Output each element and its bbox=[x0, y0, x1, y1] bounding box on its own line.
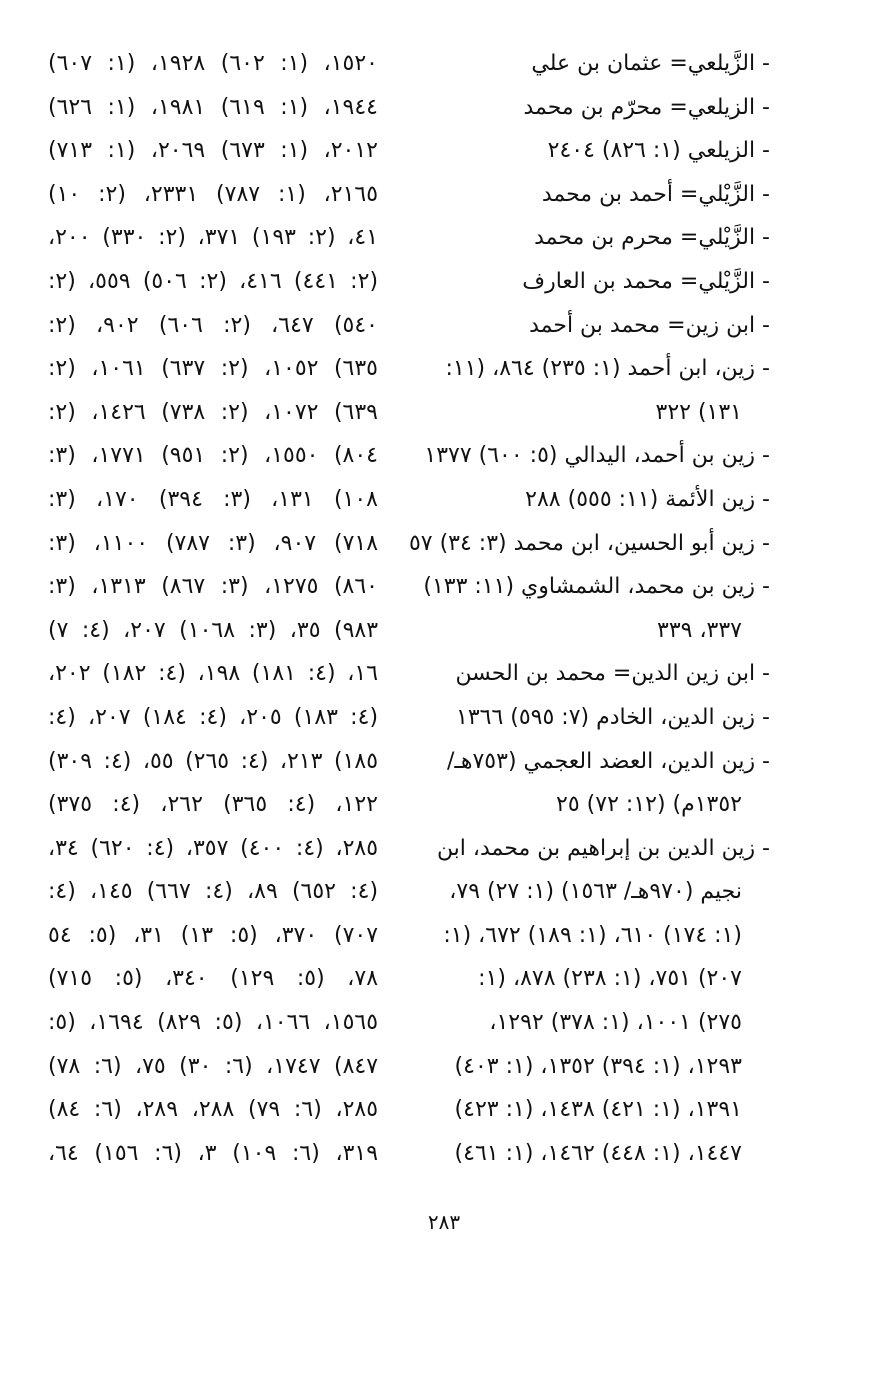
index-entry-line: ٤١، (٢: ١٩٣) ٣٧١، (٢: ٣٣٠) ٢٠٠، bbox=[48, 225, 379, 251]
index-entry-line: ١٨٥) ٢١٣، (٤: ٢٦٥) ٥٥، (٤: ٣٠٩) bbox=[48, 748, 379, 774]
index-entry-line: - زين الدين، العضد العجمي (٧٥٣هـ/ bbox=[447, 748, 770, 774]
index-entry-line: ٧٠٧) ٣٧٠، (٥: ١٣) ٣١، (٥: ٥٤ bbox=[48, 922, 379, 948]
index-entry-line: ٣٣٧، ٣٣٩ bbox=[657, 617, 742, 643]
index-entry-line: ٢٠٧) ٧٥١، (١: ٢٣٨) ٨٧٨، (١: bbox=[478, 966, 742, 992]
index-entry-line: ٣١٩، (٦: ١٠٩) ٣، (٦: ١٥٦) ٦٤، bbox=[48, 1140, 379, 1166]
index-entry-line: - زين بن أحمد، اليدالي (٥: ٦٠٠) ١٣٧٧ bbox=[424, 443, 770, 469]
index-entry-line: (٢: ٤٤١) ٤١٦، (٢: ٥٠٦) ٥٥٩، (٢: bbox=[48, 268, 379, 294]
index-entry-line: ١٥٦٥، ١٠٦٦، (٥: ٨٢٩) ١٦٩٤، (٥: bbox=[48, 1010, 379, 1036]
index-entry-line: - الزَّيْلي= أحمد بن محمد bbox=[541, 181, 770, 207]
index-entry-line: ٦٣٥) ١٠٥٢، (٢: ٦٣٧) ١٠٦١، (٢: bbox=[48, 356, 378, 382]
index-entry-line: ١٦، (٤: ١٨١) ١٩٨، (٤: ١٨٢) ٢٠٢، bbox=[48, 661, 379, 687]
index-entry-line: ٨٦٠) ١٢٧٥، (٣: ٨٦٧) ١٣١٣، (٣: bbox=[48, 574, 378, 600]
index-entry-line: (٤: ٦٥٢) ٨٩، (٤: ٦٦٧) ١٤٥، (٤: bbox=[48, 879, 379, 905]
index-entry-line: ٨٤٧) ١٧٤٧، (٦: ٣٠) ٧٥، (٦: ٧٨) bbox=[48, 1053, 379, 1079]
index-entry-line: - زين الدين بن إبراهيم بن محمد، ابن bbox=[436, 835, 770, 861]
index-entry-line: ٢٧٥) ١٠٠١، (١: ٣٧٨) ١٢٩٢، bbox=[489, 1010, 742, 1036]
index-entry-line: ١٩٤٤، (١: ٦١٩) ١٩٨١، (١: ٦٢٦) bbox=[48, 94, 378, 120]
index-entry-line: (١: ١٧٤) ٦١٠، (١: ١٨٩) ٦٧٢، (١: bbox=[443, 922, 742, 948]
index-column-left bbox=[48, 42, 378, 1175]
index-entry-line: - الزيلعي= محرّم بن محمد bbox=[523, 94, 770, 120]
index-entry-line: ٥٤٠) ٦٤٧، (٢: ٦٠٦) ٩٠٢، (٢: bbox=[48, 312, 378, 338]
index-entry-line: - زين، ابن أحمد (١: ٢٣٥) ٨٦٤، (١١: bbox=[445, 356, 770, 382]
index-entry-line: ٢٨٥، (٤: ٤٠٠) ٣٥٧، (٤: ٦٢٠) ٣٤، bbox=[48, 835, 379, 861]
index-entry-line: ٢١٦٥، (١: ٧٨٧) ٢٣٣١، (٢: ١٠) bbox=[48, 181, 379, 207]
index-entry-line: نجيم (٩٧٠هـ/ ١٥٦٣) (١: ٢٧) ٧٩، bbox=[449, 879, 742, 905]
index-entry-line: - الزَّيْلي= محمد بن العارف bbox=[522, 268, 770, 294]
index-entry-line: ١٣١) ٣٢٢ bbox=[655, 399, 742, 425]
index-entry-line: ١٢٢، (٤: ٣٦٥) ٢٦٢، (٤: ٣٧٥) bbox=[48, 792, 378, 818]
index-entry-line: ٢٨٥، (٦: ٧٩) ٢٨٨، ٢٨٩، (٦: ٨٤) bbox=[48, 1097, 379, 1123]
index-entry-line: - الزيلعي (١: ٨٢٦) ٢٤٠٤ bbox=[547, 138, 770, 164]
index-entry-line: ١٥٢٠، (١: ٦٠٢) ١٩٢٨، (١: ٦٠٧) bbox=[48, 51, 378, 76]
index-entry-line: (٤: ١٨٣) ٢٠٥، (٤: ١٨٤) ٢٠٧، (٤: bbox=[48, 704, 379, 730]
index-column-right bbox=[408, 42, 770, 1175]
index-entry-line: - ابن زين= محمد بن أحمد bbox=[529, 312, 770, 338]
page-number: ٢٨٣ bbox=[427, 1210, 461, 1234]
index-entry-line: - الزَّيلعي= عثمان بن علي bbox=[531, 51, 770, 76]
index-entry-line: ٧١٨) ٩٠٧، (٣: ٧٨٧) ١١٠٠، (٣: bbox=[48, 530, 379, 556]
index-entry-line: ١٣٩١، (١: ٤٢١) ١٤٣٨، (١: ٤٢٣) bbox=[454, 1097, 742, 1123]
index-entry-line: - زين أبو الحسين، ابن محمد (٣: ٣٤) ٥٧ bbox=[408, 530, 770, 556]
index-entry-line: ١٢٩٣، (١: ٣٩٤) ١٣٥٢، (١: ٤٠٣) bbox=[454, 1053, 742, 1079]
index-entry-line: ١٤٤٧، (١: ٤٤٨) ١٤٦٢، (١: ٤٦١) bbox=[454, 1140, 742, 1166]
index-entry-line: - الزَّيْلي= محرم بن محمد bbox=[534, 225, 770, 251]
index-entry-line: ١٣٥٢م) (١٢: ٧٢) ٢٥ bbox=[556, 792, 742, 818]
index-entry-line: ٢٠١٢، (١: ٦٧٣) ٢٠٦٩، (١: ٧١٣) bbox=[48, 138, 378, 164]
index-entry-line: ١٠٨) ١٣١، (٣: ٣٩٤) ١٧٠، (٣: bbox=[48, 486, 378, 512]
index-entry-line: - زين بن محمد، الشمشاوي (١١: ١٣٣) bbox=[423, 574, 770, 600]
index-entry-line: - ابن زين الدين= محمد بن الحسن bbox=[455, 661, 770, 687]
index-entry-line: ٩٨٣) ٣٥، (٣: ١٠٦٨) ٢٠٧، (٤: ٧) bbox=[48, 617, 379, 643]
index-entry-line: ٦٣٩) ١٠٧٢، (٢: ٧٣٨) ١٤٢٦، (٢: bbox=[48, 399, 378, 425]
index-entry-line: ٧٨، (٥: ١٢٩) ٣٤٠، (٥: ٧١٥) bbox=[48, 966, 379, 992]
index-entry-line: ٨٠٤) ١٥٥٠، (٢: ٩٥١) ١٧٧١، (٣: bbox=[48, 443, 378, 469]
index-entry-line: - زين الأئمة (١١: ٥٥٥) ٢٨٨ bbox=[525, 486, 770, 512]
index-entry-line: - زين الدين، الخادم (٧: ٥٩٥) ١٣٦٦ bbox=[456, 704, 770, 730]
